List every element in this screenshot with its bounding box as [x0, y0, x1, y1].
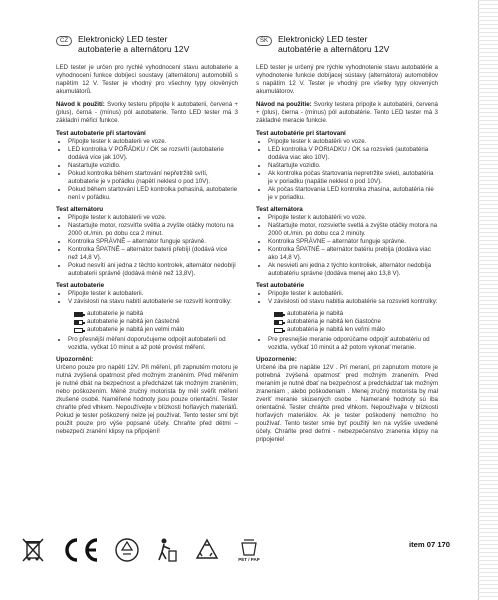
battery-low-icon: [74, 328, 83, 333]
battery-test-note-cz: [56, 336, 238, 352]
list-item: • Kontrolka ŠPATNÉ – alternátor batériu prebíja (dodáva viac ako 14,8 V).: [268, 246, 438, 262]
battery-half-icon: [274, 320, 283, 325]
warning-text-cz: Určeno pouze pro napětí 12V. Při měření, při zapnutém motoru je nutná zvýšená opatrnost před možným zraněním. Před měřením je nutné dbát na bezpečnost a předcházet tak možným zraněním, nebo poškozením. Méně zručný motorista by měl svěřit měření zkušené osobě. Naměřené hodnoty jsou pouze orientační. Tester chraňte před vlhkem. Nepoužívejte v blízkosti hořlavých materiálů. Pokud je tester poškozený nelze jej používat. Tento tester smí být použit pouze pro výše popsané účely. Chraňte před dětmi – nebezpečí zranění klipsy na připojení!: [56, 364, 238, 435]
warning-title-cz: Upozornění:: [56, 356, 94, 363]
list-item: • Kontrolka SPRÁVNE – alternátor funguje správne.: [268, 238, 438, 246]
alternator-test-list-cz: [56, 214, 238, 278]
alternator-test-list-sk: [256, 214, 438, 278]
list-item: • V závislosti na stavu nabití autobaterie se rozsvítí kontrolky:: [68, 298, 238, 306]
list-item: autobaterie je nabitá: [74, 310, 238, 318]
title-cz: [78, 34, 189, 54]
battery-full-icon: [274, 312, 283, 317]
list-item: • Pro přesnější měření doporučujeme odpojit autobaterii od vozidla, vyčkat 10 minut a až poté provést měření.: [68, 336, 238, 352]
start-test-title-cz: Test autobaterie při startování: [56, 130, 146, 137]
list-item: • Připojte tester k autobaterii.: [68, 290, 238, 298]
list-item: • Pripojte tester k autobatérii vo voze.: [268, 138, 438, 146]
intro-sk: LED tester je určený pre rýchle vyhodnotenie stavu autobatérie a vyhodnotenie funkcie dobíjacej sústavy (alternátora) automobilov s napätím 12 V. Tester je vhodný pre všetky typy olovených akumulátorov.: [256, 64, 438, 95]
ce-mark: [60, 537, 100, 563]
list-item: • Pre presnejšie meranie odporúčame odpojiť autobatériu od vozidla, vyčkať 10 minút a až potom vykonať meranie.: [268, 336, 438, 352]
title-sk: [278, 34, 389, 54]
header-sk: [256, 34, 438, 64]
list-item: • Pripojte tester k autobatérii vo voze.: [268, 214, 438, 222]
list-item: autobatéria je nabitá: [274, 310, 438, 318]
start-test-title-sk: Test autobatérie pri štartovaní: [256, 130, 346, 137]
column-cz: [56, 34, 238, 504]
list-item: • LED kontrolka V POŘÁDKU / OK se rozsvítí (autobaterie dodává více jak 10V).: [68, 146, 238, 162]
list-item: • Ak nesvieti ani jedna z týchto kontroliek, alternátor nedobíja autobatériu správne (dodáva menej ako 13,8 V).: [268, 262, 438, 278]
battery-test-title-cz: Test autobaterie: [56, 282, 105, 289]
column-sk: [256, 34, 438, 504]
list-item: • Pokud během startování LED kontrolka pohasíná, autobaterie není v pořádku.: [68, 186, 238, 202]
battery-full-icon: [74, 312, 83, 317]
list-item: autobaterie je nabitá jen velmi málo: [74, 326, 238, 334]
list-item: • Pokud kontrolka během startování nepřetržitě svítí, autobaterie je v pořádku (napětí neklesl o pod 10V).: [68, 170, 238, 186]
list-item: autobaterie je nabitá jen částečně: [74, 318, 238, 326]
leaflet: [56, 34, 436, 554]
alternator-test-title-sk: Test alternátora: [256, 206, 303, 213]
title-line-2: autobatérie a alternátoru 12V: [278, 44, 390, 54]
list-item: • LED kontrolka V PORIADKU / OK sa rozsvieti (autobatéria dodáva viac ako 10V).: [268, 146, 438, 162]
title-line-1: Elektronický LED tester: [278, 34, 368, 44]
list-item: autobatéria je nabitá len veľmi málo: [274, 326, 438, 334]
list-item: • Ak počas štartovania LED kontrolka zhasína, autobatéria nie je v poriadku.: [268, 186, 438, 202]
battery-states-cz: [56, 310, 238, 334]
weee-bin-icon: [20, 537, 46, 563]
battery-half-icon: [74, 320, 83, 325]
title-line-2: autobaterie a alternátoru 12V: [78, 44, 190, 54]
compliance-symbols: [20, 530, 410, 570]
lang-badge-sk: SK: [256, 36, 272, 46]
battery-test-list-sk: [256, 290, 438, 306]
pet-pap-icon: [234, 537, 264, 563]
list-item: • Pokud nesvítí ani jedna z těchto kontrolek, alternátor nedobíjí autobaterii správně (dodává méně než 13,8V).: [68, 262, 238, 278]
header-cz: [56, 34, 238, 64]
warning-title-sk: Upozornenie:: [256, 356, 297, 363]
list-item: • Kontrolka ŠPATNĚ – alternátor baterii přebíjí (dodává více než 14,8 V).: [68, 246, 238, 262]
start-test-list-sk: [256, 138, 438, 202]
pet-pap-label: PET / PAP: [238, 556, 260, 562]
battery-test-note-sk: [256, 336, 438, 352]
battery-test-list-cz: [56, 290, 238, 306]
battery-states-sk: [256, 310, 438, 334]
lang-badge-cz: CZ: [56, 36, 72, 46]
list-item: • Připojte tester k autobaterii ve voze.: [68, 214, 238, 222]
list-item: • Nastartujte vozidlo.: [68, 162, 238, 170]
start-test-list-cz: [56, 138, 238, 202]
list-item: autobatéria je nabitá len čiastočne: [274, 318, 438, 326]
usage-cz: Návod k použití: Svorky testeru připojte k autobaterii, červená + (plus), černá - (mínus) pól autobaterie. Tento LED tester má 3 základní měřicí funkce.: [56, 101, 238, 124]
intro-cz: LED tester je určen pro rychlé vyhodnocení stavu autobaterie a vyhodnocení funkce dobíjecí soustavy (alternátoru) automobilů s napětím 12 V. Tester je vhodný pro všechny typy olověných akumulátorů.: [56, 64, 238, 95]
list-item: • Připojte tester k autobaterii ve voze.: [68, 138, 238, 146]
usage-sk: Návod na použitie: Svorky testera pripojte k autobatérii, červená + (plus), čierna - (mínus) pól autobatérie. Tento LED tester má 3 základné meracie funkcie.: [256, 101, 438, 124]
battery-low-icon: [274, 328, 283, 333]
item-number: item 07 170: [409, 540, 450, 549]
recycle-circle-icon: [114, 537, 140, 563]
list-item: • Pripojte tester k autobatérii.: [268, 290, 438, 298]
list-item: • Ak kontrolka počas štartovania nepretržite svieti, autobatéria je v poriadku (napätie neklesl o pod 10V).: [268, 170, 438, 186]
tidyman-icon: [154, 537, 180, 563]
alternator-test-title-cz: Test alternátoru: [56, 206, 104, 213]
title-line-1: Elektronický LED tester: [78, 34, 168, 44]
list-item: • Naštartujte motor, rozsvieťte svetlá a zvýšte otáčky motora na 2000 ot./min. po dobu cca 2 minúty.: [268, 222, 438, 238]
side-stripe: [478, 0, 498, 600]
list-item: • Naštartujte vozidlo.: [268, 162, 438, 170]
list-item: • Kontrolka SPRÁVNĚ – alternátor funguje správně.: [68, 238, 238, 246]
list-item: • V závislosti od stavu nabitia autobatérie sa rozsvieti kontrolky:: [268, 298, 438, 306]
warning-text-sk: Určené iba pre napätie 12V . Pri meraní, pri zapnutom motore je potrebná zvýšená opatrnosť pred možným zranením. Pred meraním je nutné dbať na bezpečnosť a predchádzať tak možným zraneniam , alebo poškodeniam . Menej zručný motorista by mal zveriť meranie skúsených osobe . Namerané hodnoty sú iba orientačné. Tester chráňte pred vlhkom. Nepoužívajte v blízkosti horľavých materiálov. Ak je tester poškodený nemožno ho používať. Tento tester smie byť použitý len na vyššie uvedené účely. Chráňte pred deťmi - nebezpečenstvo zranenia klipsy na pripojenie!: [256, 364, 438, 443]
list-item: • Nastartujte motor, rozsviťte světla a zvyšte otáčky motoru na 2000 ot./min. po dobu cca 2 minut.: [68, 222, 238, 238]
battery-test-title-sk: Test autobatérie: [256, 282, 305, 289]
recycle-triangle-icon: [194, 537, 220, 563]
